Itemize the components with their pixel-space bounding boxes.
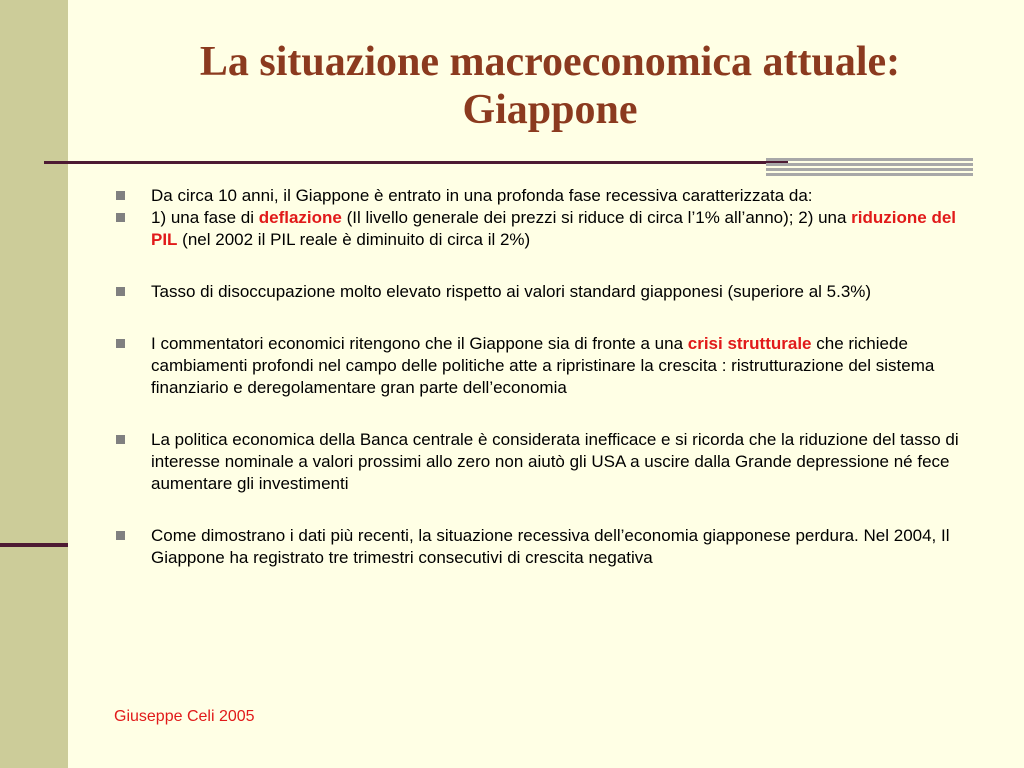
bullet-item bbox=[114, 207, 964, 251]
decorative-stripe bbox=[766, 173, 973, 176]
bullet-text: Tasso di disoccupazione molto elevato rispetto ai valori standard giapponesi (superiore al 5.3%) bbox=[151, 282, 872, 301]
bullet-item bbox=[114, 333, 964, 399]
highlight-deflation: deflazione bbox=[258, 208, 342, 227]
bullet-item bbox=[114, 429, 964, 495]
bullet-text: Da circa 10 anni, il Giappone è entrato in una profonda fase recessiva caratterizzata da: bbox=[151, 186, 813, 205]
bullet-text: (nel 2002 il PIL reale è diminuito di circa il 2%) bbox=[177, 230, 531, 249]
bullet-text: I commentatori economici ritengono che il Giappone sia di fronte a una bbox=[151, 334, 688, 353]
bullet-item bbox=[114, 185, 964, 207]
slide-title bbox=[80, 38, 1020, 134]
decorative-stripe bbox=[766, 163, 973, 166]
square-bullet-icon bbox=[116, 191, 125, 200]
bullet-text: 1) una fase di bbox=[151, 208, 259, 227]
sidebar-divider bbox=[0, 543, 68, 547]
slide-footer-author: Giuseppe Celi 2005 bbox=[114, 708, 255, 725]
bullet-text: che richiede cambiamenti profondi nel campo delle politiche atte a ripristinare la crescita : ristrutturazione del sistema finanziario e deregolamentare gran parte dell’economia bbox=[151, 334, 935, 397]
square-bullet-icon bbox=[116, 531, 125, 540]
square-bullet-icon bbox=[116, 435, 125, 444]
bullet-text: (Il livello generale dei prezzi si riduce di circa l’1% all’anno); 2) una bbox=[341, 208, 852, 227]
highlight-structural-crisis: crisi strutturale bbox=[687, 334, 812, 353]
title-divider bbox=[44, 161, 788, 164]
square-bullet-icon bbox=[116, 287, 125, 296]
slide-title-line-1: La situazione macroeconomica attuale: bbox=[199, 39, 901, 85]
bullet-text: Come dimostrano i dati più recenti, la situazione recessiva dell’economia giapponese perdura. Nel 2004, Il Giappone ha registrato tre trimestri consecutivi di crescita negativa bbox=[151, 526, 950, 567]
decorative-stripe bbox=[766, 158, 973, 161]
square-bullet-icon bbox=[116, 213, 125, 222]
bullet-list bbox=[114, 185, 964, 569]
decorative-stripe bbox=[766, 168, 973, 171]
bullet-item bbox=[114, 281, 964, 303]
bullet-item bbox=[114, 525, 964, 569]
highlight-gdp-reduction: riduzione del PIL bbox=[151, 208, 957, 249]
slide-title-line-2: Giappone bbox=[462, 87, 638, 133]
bullet-text: La politica economica della Banca centrale è considerata inefficace e si ricorda che la riduzione del tasso di interesse nominale a valori prossimi allo zero non aiutò gli USA a uscire dalla Grande depressione né fece aumentare gli investimenti bbox=[151, 430, 959, 493]
left-sidebar-band bbox=[0, 0, 68, 768]
square-bullet-icon bbox=[116, 339, 125, 348]
